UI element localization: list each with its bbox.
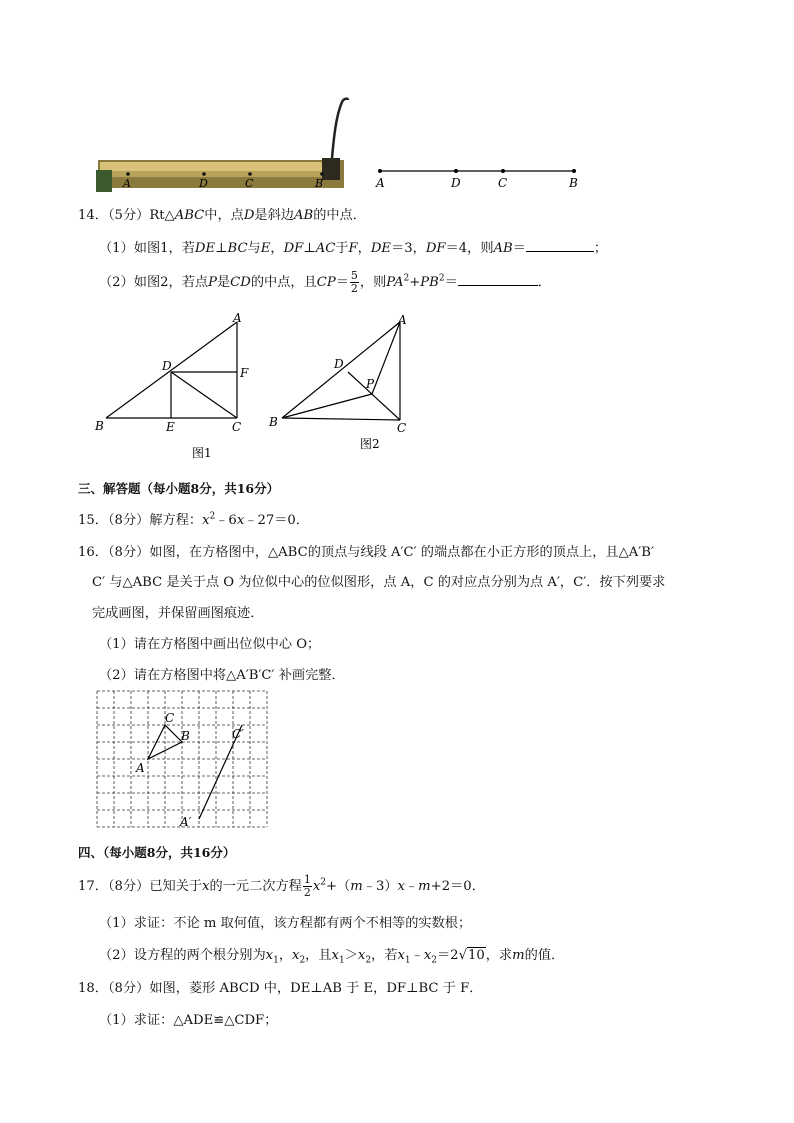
- fig2-label-b: B: [269, 415, 278, 429]
- segment-adcb: [375, 169, 578, 190]
- sqrt-symbol: √: [458, 948, 467, 963]
- segment-label-a: A: [376, 176, 385, 190]
- q14-answer-blank-2[interactable]: [458, 273, 538, 286]
- q17-part1: （1）求证：不论 m 取何值，该方程都有两个不相等的实数根；: [99, 916, 472, 931]
- fig2-label-a: A: [398, 313, 407, 327]
- q16-grid-figure[interactable]: [92, 690, 272, 832]
- q16-stem-line-1: 16．（8分）如图，在方格图中，△ABC的顶点与线段 A′C′ 的端点都在小正方形的顶点上，且△A′B′: [78, 545, 654, 560]
- photo-label-b: B: [315, 177, 324, 190]
- q16-stem-line-3: 完成画图，并保留画图痕迹．: [92, 606, 264, 621]
- fig1-label-a: A: [233, 311, 242, 325]
- segment-label-d: D: [451, 176, 461, 190]
- q14-fraction: $\frac{5}{2}$: [350, 269, 358, 295]
- q14-figure-1: [92, 310, 262, 460]
- fig1-label-c: C: [232, 420, 242, 434]
- fig1-label-e: E: [166, 420, 175, 434]
- q17-fraction: $\frac{1}{2}$: [303, 873, 311, 899]
- fig2-label-d: D: [334, 357, 344, 371]
- photo-label-d: D: [199, 177, 208, 190]
- fig1-label-f: F: [240, 366, 249, 380]
- q14-part2: （2）如图2，若点P是CD的中点，且CP＝ $\frac{5}{2}$ ，则$PA^2+PB^2=$ ．: [99, 269, 551, 295]
- q16-part1: （1）请在方格图中画出位似中心 O；: [99, 637, 321, 652]
- photo-label-a: A: [123, 177, 131, 190]
- fig2-label-p: P: [366, 377, 375, 391]
- grid-label-a: A: [136, 761, 145, 775]
- q14-answer-blank-1[interactable]: [526, 239, 594, 252]
- q14-figure-2: [264, 310, 424, 460]
- ruler-photo: [96, 99, 348, 192]
- grid-label-c-prime: C′: [232, 727, 244, 741]
- section-3-heading: 三、解答题（每小题8分，共16分）: [78, 481, 280, 496]
- q14-stem: 14．（5分）Rt△ABC中，点D是斜边AB的中点．: [78, 208, 366, 223]
- q16-part2: （2）请在方格图中将△A′B′C′ 补画完整．: [99, 668, 345, 683]
- q17-part2: （2）设方程的两个根分别为$x_1$，$x_2$，且$x_1>x_2$，若$x_1﹣x_2=2√10$，求m的值．: [99, 948, 565, 966]
- grid-label-a-prime: A′: [180, 815, 192, 829]
- ruler-figure: [90, 96, 600, 196]
- q15-stem: 15．（8分）解方程：$x^2﹣6x﹣27=0$．: [78, 511, 309, 528]
- segment-label-b: B: [569, 176, 578, 190]
- q18-stem: 18．（8分）如图，菱形 ABCD 中，DE⊥AB 于 E，DF⊥BC 于 F．: [78, 981, 483, 996]
- q18-part1: （1）求证：△ADE≌△CDF；: [99, 1013, 278, 1028]
- photo-label-c: C: [245, 177, 254, 190]
- q17-stem: 17．（8分）已知关于x的一元二次方程 $\frac{1}{2}$ $x^2+(m﹣3)x﹣m+2=0$．: [78, 873, 485, 899]
- q16-stem-line-2: C′ 与△ABC 是关于点 O 为位似中心的位似图形，点 A，C 的对应点分别为点 A′，C′．按下列要求: [92, 575, 666, 590]
- q14-part1: （1）如图1，若DE⊥BC与E，DF⊥AC于F，DE＝3，DF＝4，则AB＝ ；: [99, 241, 608, 256]
- fig2-caption: 图2: [360, 437, 380, 451]
- fig1-label-b: B: [95, 419, 104, 433]
- fig1-caption: 图1: [192, 446, 212, 460]
- grid-label-c: C: [165, 711, 175, 725]
- segment-label-c: C: [498, 176, 508, 190]
- fig1-label-d: D: [162, 359, 172, 373]
- fig2-label-c: C: [397, 421, 407, 435]
- section-4-heading: 四、（每小题8分，共16分）: [78, 845, 236, 860]
- grid-label-b: B: [181, 729, 190, 743]
